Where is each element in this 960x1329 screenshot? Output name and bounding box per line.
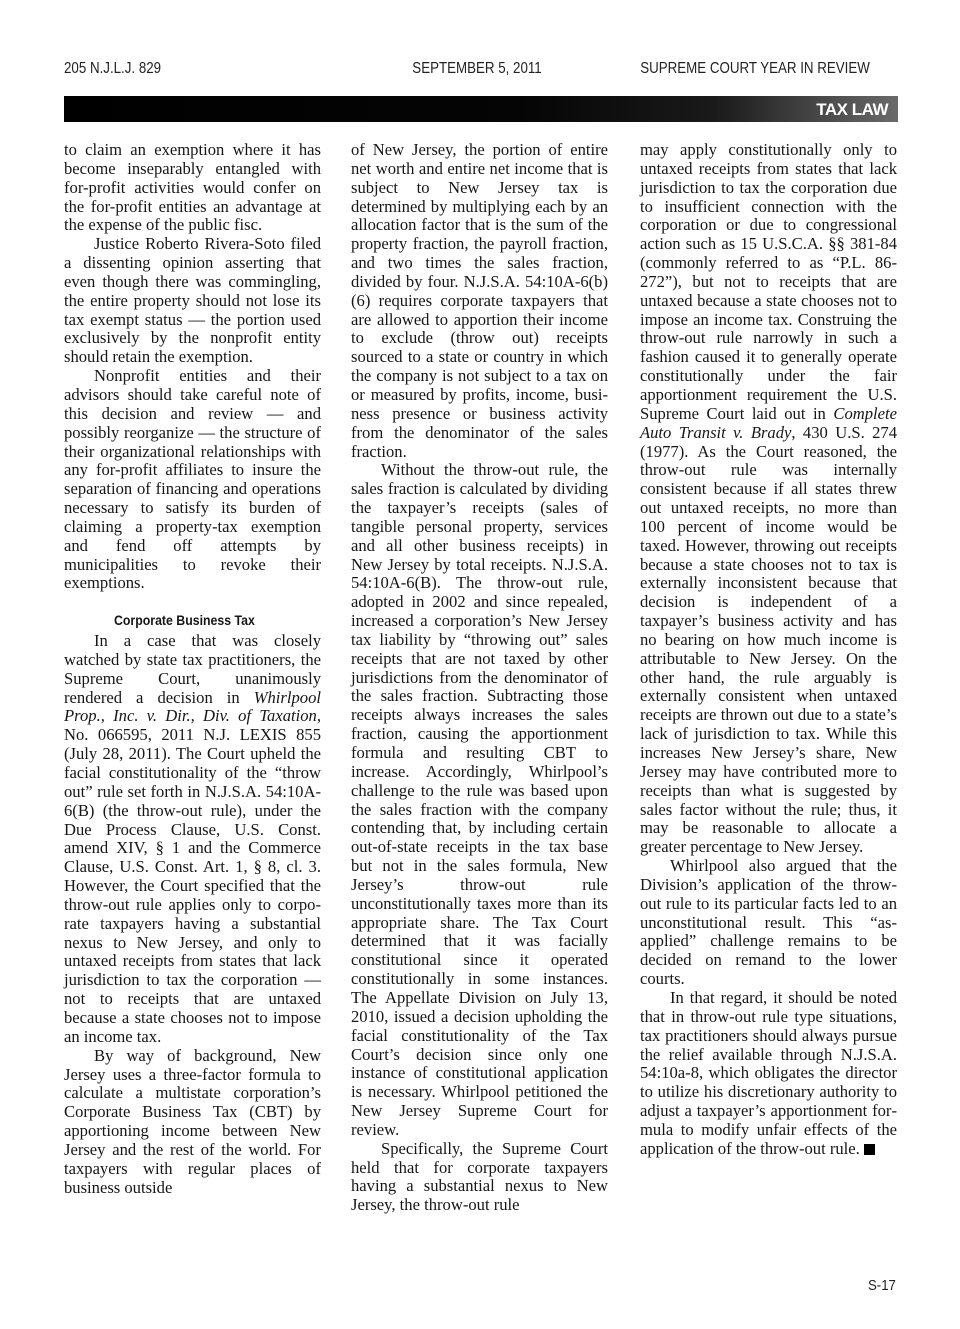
paragraph: of New Jersey, the portion of entire net worth and entire net income that is subject to New Jersey tax is determined by multiplying each by an allocation factor that is the sum of the property fraction, the payroll fraction, and two times the sales fraction, divided by four. N.J.S.A. 54:10A-6(b)(6) requires corporate taxpayers that are allowed to apportion their income to exclude (throw out) receipts sourced to a state or country in which the company is not subject to a tax on or measured by profits, income, business presence or business activity from the denominator of the sales fraction. xyxy=(351,140,608,461)
running-header xyxy=(64,60,870,82)
page-number: S-17 xyxy=(868,1277,896,1294)
text-run: In a case that was closely watched by state tax practitioners, the Supreme Court, unanimously rendered a decision in xyxy=(64,631,321,707)
paragraph: Without the throw-out rule, the sales fraction is calculated by dividing the taxpayer’s receipts (sales of tangible personal property, services and all other business receipts) in New Jersey by total receipts. N.J.S.A. 54:10A-6(B). The throw-out rule, adopted in 2002 and since repealed, increased a corporation’s New Jersey tax liability by “throwing out” sales receipts that are not taxed by other jurisdictions from the denominator of the sales fraction. Subtracting those receipts always increases the sales fraction, causing the apportionment formula and resulting CBT to increase. Accordingly, Whirlpool’s challenge to the rule was based upon the sales fraction with the company contending that, by including certain out-of-state receipts in the tax base but not in the sales formula, New Jersey’s throw-out rule unconstitutionally taxes more than its appropriate share. The Tax Court determined that it was facially constitutional since it operated constitutionally in some instances. The Appellate Division on July 13, 2010, issued a decision upholding the facial constitutionality of the Tax Court’s decision since only one instance of constitutional application is necessary. Whirlpool petitioned the New Jersey Supreme Court for review. xyxy=(351,460,608,1139)
banner-label: TAX LAW xyxy=(816,100,888,119)
issue-date: SEPTEMBER 5, 2011 xyxy=(412,60,542,77)
text-run: may apply constitutionally only to untaxed receipts from states that lack jurisdiction to tax the corporation due to insufficient connection with the corporation or due to congressional action such as 15 U.S.C.A. §§ 381-84 (commonly referred to as “P.L. 86-272”), but not to receipts that are untaxed because a state chooses not to impose an income tax. Construing the throw-out rule narrowly in such a fashion caused it to generally operate constitutionally under the fair apportionment requirement the U.S. Supreme Court laid out in xyxy=(640,140,897,423)
paragraph xyxy=(64,632,321,1047)
subheading: Corporate Business Tax xyxy=(114,612,255,629)
section-title: SUPREME COURT YEAR IN REVIEW xyxy=(640,60,870,77)
citation: 205 N.J.L.J. 829 xyxy=(64,60,162,77)
column-1 xyxy=(64,141,321,1197)
paragraph: Justice Roberto Rivera-Soto filed a dissenting opinion asserting that even though there was commingling, the entire property should not lose its tax exempt status — the portion used exclusively by the nonprofit entity should retain the exemption. xyxy=(64,234,321,367)
paragraph: Nonprofit entities and their advisors should take careful note of this decision and review — and possibly reorganize — the structure of their organizational relationships with any for-profit affiliates to insure the separation of financing and operations necessary to satisfy its burden of claiming a property-tax exemption and fend off attempts by municipalities to revoke their exemptions. xyxy=(64,366,321,593)
column-2 xyxy=(351,141,608,1215)
text-run: , 430 U.S. 274 (1977). As the Court reasoned, the throw-out rule was internally consistent because if all states threw out untaxed receipts, no more than 100 percent of income would be taxed. However, throwing out receipts because a state chooses not to tax is externally inconsistent because that decision is independent of a taxpayer’s business activity and has no bearing on how much income is attributable to New Jersey. On the other hand, the rule arguably is externally consistent when untaxed receipts are thrown out due to a state’s lack of jurisdiction to tax. While this increases New Jersey’s share, New Jersey may have contributed more to receipts than what is suggested by sales factor without the rule; thus, it may be reasonable to allocate a greater percentage to New Jersey. xyxy=(640,422,897,857)
paragraph: to claim an exemption where it has become inseparably entangled with for-profit activities would confer on the for-profit entities an advantage at the expense of the public fisc. xyxy=(64,140,321,235)
paragraph xyxy=(640,989,897,1159)
column-3 xyxy=(640,141,897,1159)
paragraph: Whirlpool also argued that the Division’s application of the throw-out rule to its particular facts led to an unconstitutional result. This “as-applied” challenge remains to be decided on remand to the lower courts. xyxy=(640,856,897,989)
end-mark-icon xyxy=(864,1144,875,1155)
text-run: , No. 066595, 2011 N.J. LEXIS 855 (July 28, 2011). The Court upheld the facial constitutionality of the “throw out” rule set forth in N.J.S.A. 54:10A-6(B) (the throw-out rule), under the Due Process Clause, U.S. Const. amend XIV, § 1 and the Commerce Clause, U.S. Const. Art. 1, § 8, cl. 3. However, the Court specified that the throw-out rule applies only to corporate taxpayers having a substantial nexus to New Jersey, and only to untaxed receipts from states that lack jurisdiction to tax the corporation — not to receipts that are untaxed because a state chooses not to impose an income tax. xyxy=(64,706,321,1046)
text-run: In that regard, it should be noted that in throw-out rule type situations, tax practitioners should always pursue the relief available through N.J.S.A. 54:10a-8, which obligates the director to utilize his discretionary authority to adjust a taxpayer’s apportionment formula to modify unfair effects of the application of the throw-out rule. xyxy=(640,987,897,1158)
case-name: Whirlpool Prop., Inc. v. Dir., Div. of Taxation xyxy=(64,687,321,726)
paragraph: By way of background, New Jersey uses a three-factor formula to calculate a multistate corporation’s Corporate Business Tax (CBT) by apportioning income between New Jersey and the rest of the world. For taxpayers with regular places of business outside xyxy=(64,1045,321,1197)
section-banner xyxy=(64,96,898,122)
paragraph: Specifically, the Supreme Court held that for corporate taxpayers having a substantial nexus to New Jersey, the throw-out rule xyxy=(351,1138,608,1215)
case-name: Complete Auto Transit v. Brady xyxy=(640,403,897,442)
paragraph xyxy=(640,141,897,857)
